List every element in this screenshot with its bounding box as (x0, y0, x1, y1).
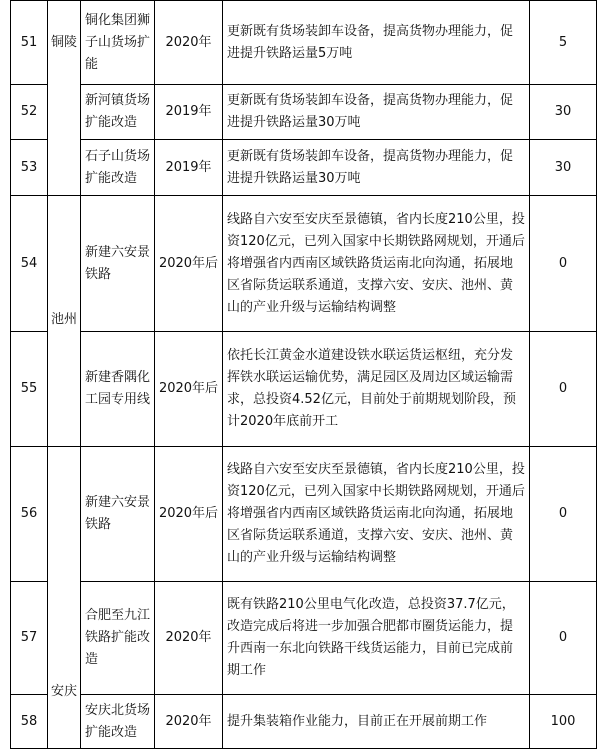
year-cell: 2020年 (165, 34, 212, 50)
row-number: 57 (20, 630, 38, 645)
grid-line (47, 0, 48, 749)
year-cell: 2020年后 (158, 255, 219, 271)
volume-cell: 0 (558, 255, 568, 271)
year-cell: 2019年 (165, 104, 212, 119)
description-cell: 更新既有货场装卸车设备，提高货物办理能力，促进提升铁路运量30万吨 (227, 93, 514, 130)
row-number: 55 (20, 381, 38, 396)
description-cell: 更新既有货场装卸车设备，提高货物办理能力，促进提升铁路运量5万吨 (227, 23, 514, 61)
volume-cell: 0 (558, 381, 568, 396)
row-number: 52 (20, 104, 38, 119)
row-number: 56 (20, 506, 38, 521)
volume-cell: 30 (554, 104, 572, 119)
description-cell: 线路自六安至安庆至景德镇，省内长度210公里，投资120亿元，已列入国家中长期铁路网规划，开通后将增强省内西南区域铁路货运南北向沟通，拓展地区省际货运联系通道，支撑六安、安庆、池州、黄山的产业升级与运输结构调整 (227, 462, 525, 565)
year-cell: 2020年后 (158, 506, 219, 521)
row-number: 53 (20, 159, 38, 175)
description-cell: 既有铁路210公里电气化改造，总投资37.7亿元，改造完成后将进一步加强合肥都市圈货运能力，提升西南一东北向铁路干线货运能力，目前已完成前期工作 (227, 597, 515, 678)
row-number: 51 (20, 34, 38, 50)
project-name: 新河镇货场扩能改造 (85, 93, 151, 130)
region-cell: 铜陵 (50, 34, 77, 50)
volume-cell: 100 (550, 713, 576, 729)
project-name: 新建六安景铁路 (85, 244, 151, 282)
year-cell: 2020年 (165, 713, 212, 729)
project-name: 石子山货场扩能改造 (85, 148, 151, 186)
volume-cell: 0 (558, 506, 568, 521)
description-cell: 依托长江黄金水道建设铁水联运货运枢纽，充分发挥铁水联运运输优势，满足园区及周边区域运输需求，总投资4.52亿元，目前处于前期规划阶段，预计2020年底前开工 (227, 348, 516, 429)
row-number: 54 (20, 255, 38, 271)
row-number: 58 (20, 713, 38, 729)
description-cell: 更新既有货场装卸车设备，提高货物办理能力，促进提升铁路运量30万吨 (227, 148, 514, 186)
description-cell: 线路自六安至安庆至景德镇，省内长度210公里，投资120亿元，已列入国家中长期铁路网规划，开通后将增强省内西南区域铁路货运南北向沟通，拓展地区省际货运联系通道，支撑六安、安庆、池州、黄山的产业升级与运输结构调整 (227, 211, 525, 315)
region-cell: 安庆 (50, 684, 77, 699)
project-name: 合肥至九江铁路扩能改造 (85, 608, 151, 667)
region-cell: 池州 (50, 312, 77, 327)
project-name: 新建香隅化工园专用线 (85, 370, 151, 407)
description-cell: 提升集装箱作业能力，目前正在开展前期工作 (227, 713, 488, 729)
year-cell: 2020年 (165, 630, 212, 645)
volume-cell: 5 (558, 34, 568, 50)
project-name: 铜化集团狮子山货场扩能 (85, 12, 151, 72)
year-cell: 2019年 (165, 159, 212, 175)
volume-cell: 0 (558, 630, 568, 645)
year-cell: 2020年后 (158, 381, 219, 396)
project-name: 安庆北货场扩能改造 (85, 702, 151, 740)
project-name: 新建六安景铁路 (85, 495, 151, 532)
volume-cell: 30 (554, 159, 572, 175)
